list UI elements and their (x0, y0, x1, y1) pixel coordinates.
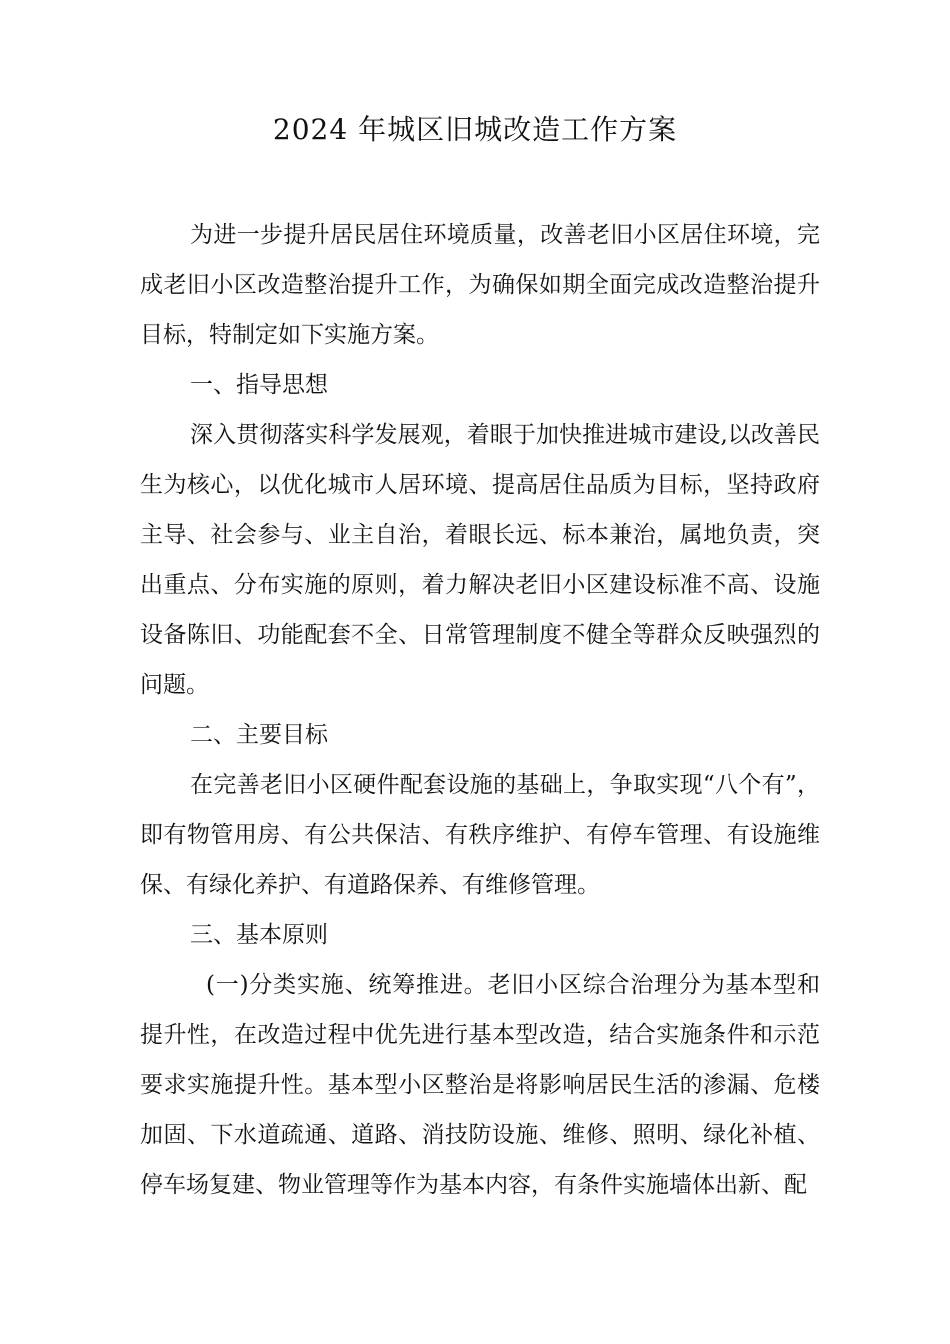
section-heading-guiding-ideology: 一、指导思想 (190, 372, 328, 398)
document-body (140, 210, 820, 1210)
document-title: 2024 年城区旧城改造工作方案 (272, 113, 678, 146)
principle-item-1-paragraph: (一)分类实施、统筹推进。老旧小区综合治理分为基本型和提升性，在改造过程中优先进行基本型改造，结合实施条件和示范要求实施提升性。基本型小区整治是将影响居民生活的渗漏、危楼加固、下水道疏通、道路、消技防设施、维修、照明、绿化补植、停车场复建、物业管理等作为基本内容，有条件实施墙体出新、配 (140, 972, 820, 1198)
guiding-ideology-paragraph: 深入贯彻落实科学发展观，着眼于加快推进城市建设,以改善民生为核心，以优化城市人居环境、提高居住品质为目标，坚持政府主导、社会参与、业主自治，着眼长远、标本兼治，属地负责，突出重点、分布实施的原则，着力解决老旧小区建设标准不高、设施设备陈旧、功能配套不全、日常管理制度不健全等群众反映强烈的问题。 (140, 422, 820, 698)
intro-paragraph: 为进一步提升居民居住环境质量，改善老旧小区居住环境，完成老旧小区改造整治提升工作，为确保如期全面完成改造整治提升目标，特制定如下实施方案。 (140, 222, 820, 348)
main-goals-paragraph: 在完善老旧小区硬件配套设施的基础上，争取实现“八个有”，即有物管用房、有公共保洁、有秩序维护、有停车管理、有设施维保、有绿化养护、有道路保养、有维修管理。 (140, 772, 820, 898)
section-heading-basic-principles: 三、基本原则 (190, 922, 328, 948)
section-heading-main-goals: 二、主要目标 (190, 722, 328, 748)
